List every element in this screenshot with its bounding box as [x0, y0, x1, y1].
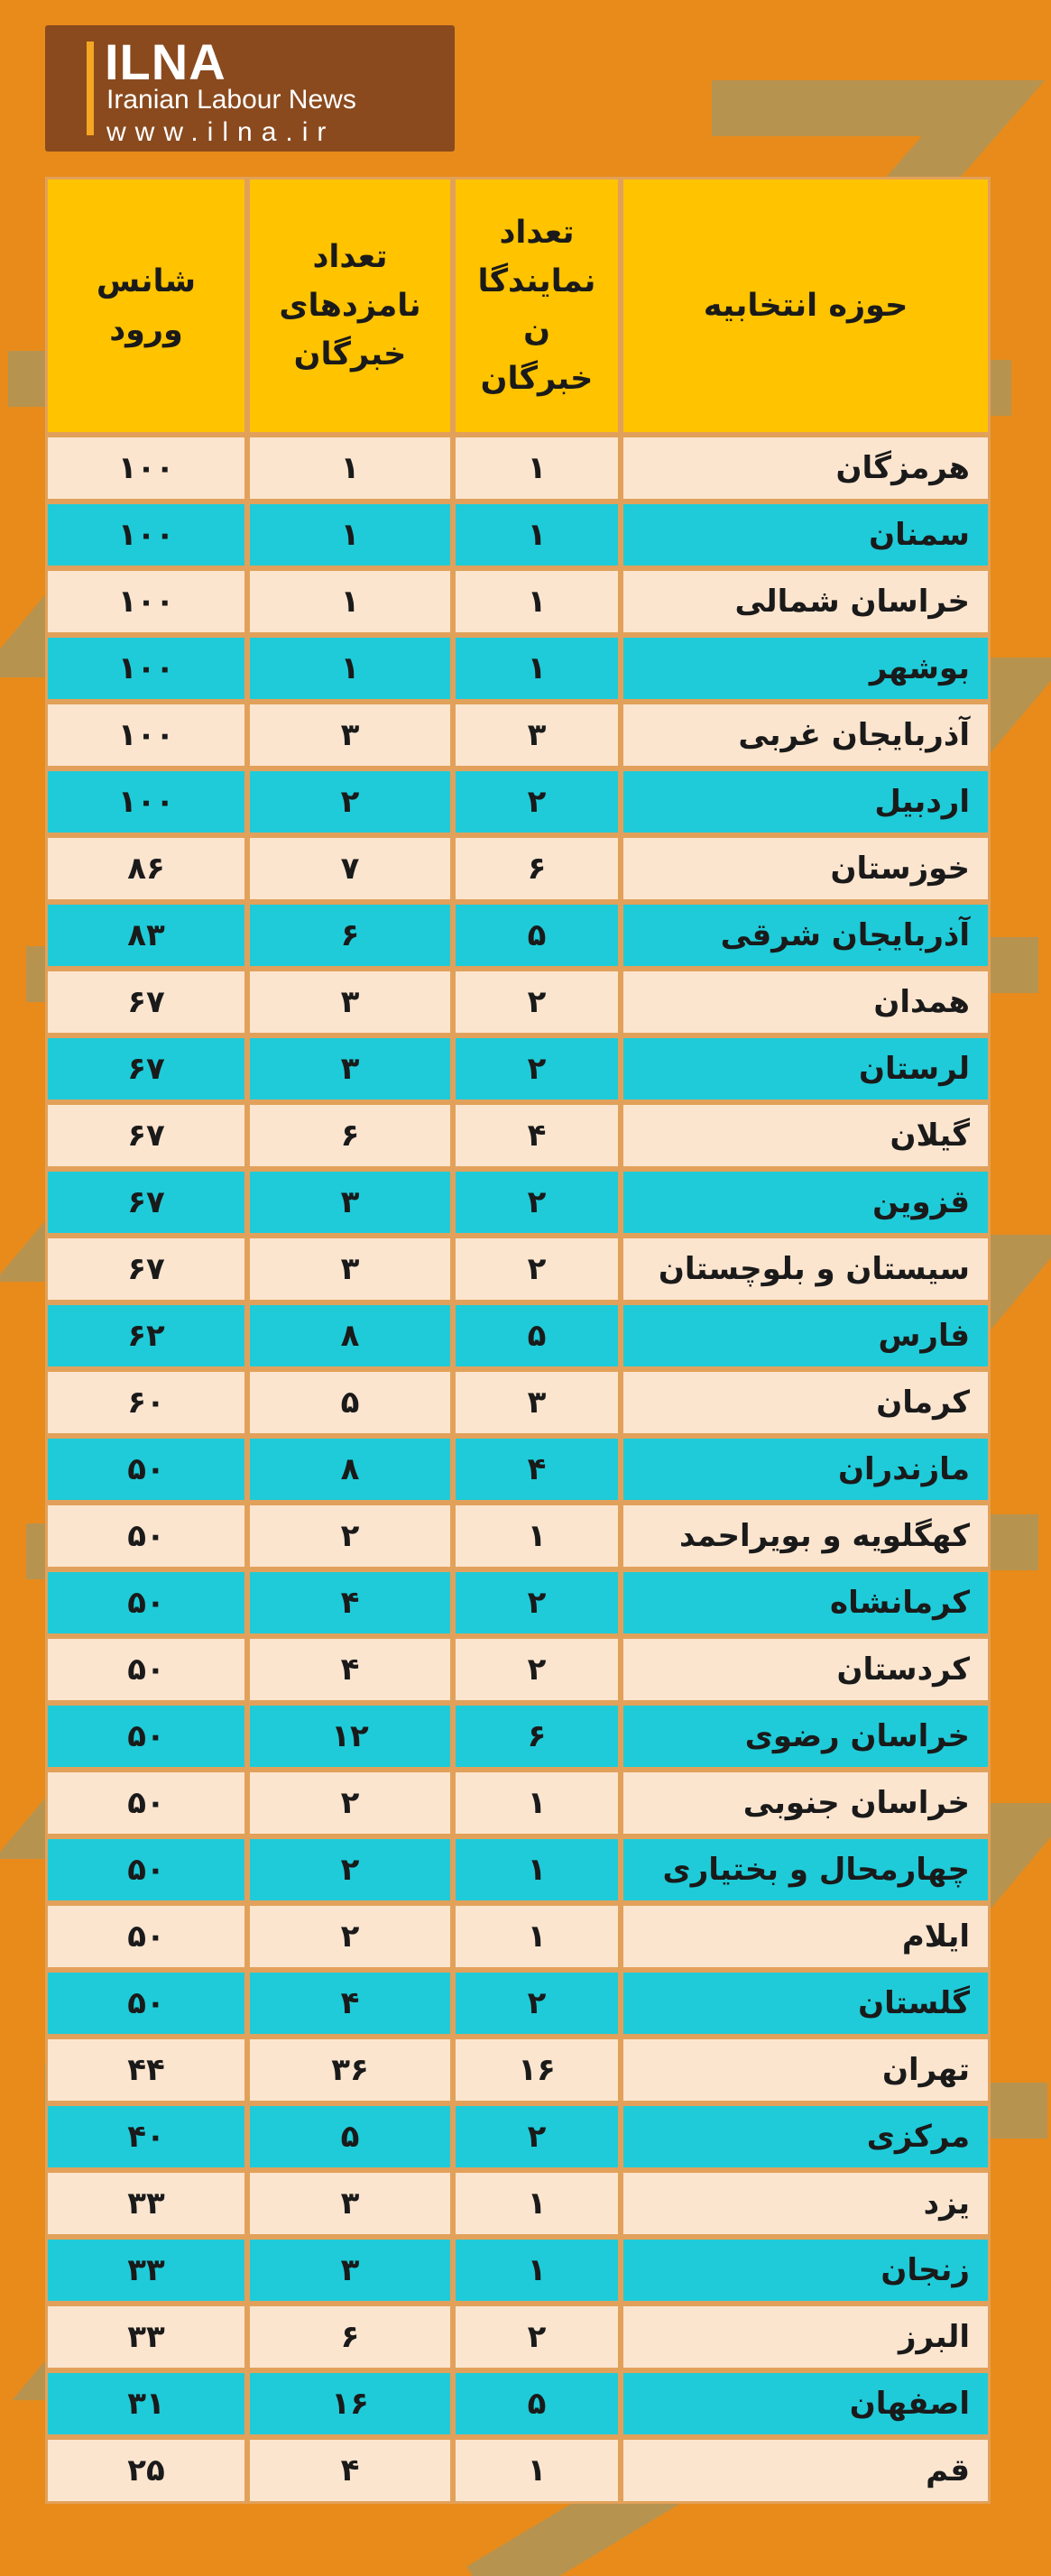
seats-cell: ۲	[453, 2304, 621, 2370]
candidates-cell: ۳۶	[247, 2037, 453, 2103]
chance-cell: ۴۰	[45, 2103, 247, 2170]
candidates-cell: ۶	[247, 2304, 453, 2370]
header-candidates: تعداد نامزدهای خبرگان	[247, 177, 453, 435]
table-row	[45, 1836, 991, 1903]
province-cell: زنجان	[621, 2237, 991, 2304]
chance-cell: ۶۷	[45, 1035, 247, 1102]
table-row	[45, 1302, 991, 1369]
chance-cell: ۵۰	[45, 1836, 247, 1903]
province-cell: کرمانشاه	[621, 1569, 991, 1636]
table-row	[45, 568, 991, 635]
table-row	[45, 1436, 991, 1503]
chance-cell: ۱۰۰	[45, 635, 247, 702]
province-cell: آذربایجان غربی	[621, 702, 991, 768]
chance-cell: ۲۵	[45, 2437, 247, 2504]
header-seats: تعداد نمایندگا ن خبرگان	[453, 177, 621, 435]
chance-cell: ۶۷	[45, 1169, 247, 1236]
candidates-cell: ۵	[247, 2103, 453, 2170]
table-row	[45, 1503, 991, 1569]
province-cell: قم	[621, 2437, 991, 2504]
province-cell: همدان	[621, 969, 991, 1035]
province-cell: یزد	[621, 2170, 991, 2237]
chance-cell: ۳۳	[45, 2170, 247, 2237]
chance-cell: ۶۷	[45, 969, 247, 1035]
table-row	[45, 1569, 991, 1636]
table-row	[45, 1169, 991, 1236]
province-cell: سمنان	[621, 501, 991, 568]
seats-cell: ۱	[453, 1770, 621, 1836]
chance-cell: ۱۰۰	[45, 702, 247, 768]
seats-cell: ۲	[453, 1035, 621, 1102]
candidates-cell: ۱	[247, 435, 453, 501]
logo-tagline: Iranian Labour News	[106, 85, 356, 115]
chance-cell: ۱۰۰	[45, 768, 247, 835]
header-province: حوزه انتخابیه	[621, 177, 991, 435]
logo-accent-bar	[87, 41, 94, 135]
results-table	[45, 177, 991, 2504]
chance-cell: ۵۰	[45, 1770, 247, 1836]
province-cell: هرمزگان	[621, 435, 991, 501]
candidates-cell: ۱	[247, 501, 453, 568]
candidates-cell: ۷	[247, 835, 453, 902]
province-cell: اردبیل	[621, 768, 991, 835]
candidates-cell: ۴	[247, 1569, 453, 1636]
candidates-cell: ۱۲	[247, 1703, 453, 1770]
seats-cell: ۱	[453, 2437, 621, 2504]
table-row	[45, 501, 991, 568]
candidates-cell: ۳	[247, 1236, 453, 1302]
logo-name: ILNA	[105, 33, 226, 90]
seats-cell: ۶	[453, 835, 621, 902]
table-row	[45, 835, 991, 902]
chance-cell: ۱۰۰	[45, 568, 247, 635]
table-row	[45, 435, 991, 501]
chance-cell: ۵۰	[45, 1903, 247, 1970]
seats-cell: ۲	[453, 1169, 621, 1236]
candidates-cell: ۲	[247, 1836, 453, 1903]
candidates-cell: ۴	[247, 1970, 453, 2037]
logo-url: www.ilna.ir	[106, 117, 336, 147]
chance-cell: ۵۰	[45, 1636, 247, 1703]
seats-cell: ۳	[453, 702, 621, 768]
province-cell: کرمان	[621, 1369, 991, 1436]
seats-cell: ۴	[453, 1102, 621, 1169]
candidates-cell: ۳	[247, 969, 453, 1035]
seats-cell: ۲	[453, 969, 621, 1035]
candidates-cell: ۲	[247, 1770, 453, 1836]
candidates-cell: ۶	[247, 1102, 453, 1169]
chance-cell: ۳۳	[45, 2304, 247, 2370]
chance-cell: ۶۷	[45, 1102, 247, 1169]
chance-cell: ۶۲	[45, 1302, 247, 1369]
seats-cell: ۲	[453, 1970, 621, 2037]
province-cell: گلستان	[621, 1970, 991, 2037]
table-row	[45, 1102, 991, 1169]
chance-cell: ۵۰	[45, 1436, 247, 1503]
table-row	[45, 1770, 991, 1836]
table-row	[45, 1970, 991, 2037]
seats-cell: ۱	[453, 1503, 621, 1569]
chance-cell: ۶۷	[45, 1236, 247, 1302]
province-cell: قزوین	[621, 1169, 991, 1236]
seats-cell: ۲	[453, 1569, 621, 1636]
province-cell: مازندران	[621, 1436, 991, 1503]
table-row	[45, 702, 991, 768]
candidates-cell: ۲	[247, 768, 453, 835]
candidates-cell: ۳	[247, 1169, 453, 1236]
province-cell: بوشهر	[621, 635, 991, 702]
candidates-cell: ۴	[247, 2437, 453, 2504]
chance-cell: ۴۴	[45, 2037, 247, 2103]
chance-cell: ۵۰	[45, 1703, 247, 1770]
seats-cell: ۲	[453, 1236, 621, 1302]
province-cell: فارس	[621, 1302, 991, 1369]
table-row	[45, 2037, 991, 2103]
table-row	[45, 1369, 991, 1436]
table-row	[45, 635, 991, 702]
table-row	[45, 1035, 991, 1102]
seats-cell: ۴	[453, 1436, 621, 1503]
province-cell: کردستان	[621, 1636, 991, 1703]
table-row	[45, 2304, 991, 2370]
chance-cell: ۸۳	[45, 902, 247, 969]
chance-cell: ۱۰۰	[45, 501, 247, 568]
candidates-cell: ۱	[247, 635, 453, 702]
chance-cell: ۳۳	[45, 2237, 247, 2304]
candidates-cell: ۳	[247, 2237, 453, 2304]
candidates-cell: ۲	[247, 1503, 453, 1569]
seats-cell: ۵	[453, 2370, 621, 2437]
candidates-cell: ۴	[247, 1636, 453, 1703]
table-row	[45, 1703, 991, 1770]
province-cell: البرز	[621, 2304, 991, 2370]
province-cell: خوزستان	[621, 835, 991, 902]
seats-cell: ۱	[453, 635, 621, 702]
chance-cell: ۳۱	[45, 2370, 247, 2437]
seats-cell: ۲	[453, 1636, 621, 1703]
chance-cell: ۶۰	[45, 1369, 247, 1436]
province-cell: خراسان شمالی	[621, 568, 991, 635]
candidates-cell: ۲	[247, 1903, 453, 1970]
province-cell: سیستان و بلوچستان	[621, 1236, 991, 1302]
province-cell: تهران	[621, 2037, 991, 2103]
table-row	[45, 2237, 991, 2304]
province-cell: خراسان جنوبی	[621, 1770, 991, 1836]
seats-cell: ۱	[453, 2237, 621, 2304]
province-cell: آذربایجان شرقی	[621, 902, 991, 969]
seats-cell: ۶	[453, 1703, 621, 1770]
province-cell: مرکزی	[621, 2103, 991, 2170]
seats-cell: ۱	[453, 501, 621, 568]
candidates-cell: ۳	[247, 2170, 453, 2237]
seats-cell: ۱	[453, 568, 621, 635]
ilna-logo	[45, 25, 455, 152]
seats-cell: ۳	[453, 1369, 621, 1436]
table-row	[45, 1903, 991, 1970]
table-row	[45, 1636, 991, 1703]
chance-cell: ۵۰	[45, 1503, 247, 1569]
candidates-cell: ۸	[247, 1436, 453, 1503]
seats-cell: ۵	[453, 902, 621, 969]
seats-cell: ۱۶	[453, 2037, 621, 2103]
chance-cell: ۵۰	[45, 1569, 247, 1636]
candidates-cell: ۶	[247, 902, 453, 969]
seats-cell: ۲	[453, 2103, 621, 2170]
province-cell: کهگلویه و بویراحمد	[621, 1503, 991, 1569]
chance-cell: ۱۰۰	[45, 435, 247, 501]
seats-cell: ۲	[453, 768, 621, 835]
candidates-cell: ۱۶	[247, 2370, 453, 2437]
province-cell: چهارمحال و بختیاری	[621, 1836, 991, 1903]
seats-cell: ۱	[453, 435, 621, 501]
table-row	[45, 2370, 991, 2437]
province-cell: اصفهان	[621, 2370, 991, 2437]
candidates-cell: ۸	[247, 1302, 453, 1369]
candidates-cell: ۳	[247, 1035, 453, 1102]
table-row	[45, 1236, 991, 1302]
candidates-cell: ۳	[247, 702, 453, 768]
seats-cell: ۱	[453, 1836, 621, 1903]
candidates-cell: ۵	[247, 1369, 453, 1436]
chance-cell: ۸۶	[45, 835, 247, 902]
table-row	[45, 902, 991, 969]
table-body	[45, 435, 991, 2504]
candidates-cell: ۱	[247, 568, 453, 635]
table-row	[45, 969, 991, 1035]
province-cell: لرستان	[621, 1035, 991, 1102]
province-cell: ایلام	[621, 1903, 991, 1970]
table-row	[45, 2437, 991, 2504]
province-cell: خراسان رضوی	[621, 1703, 991, 1770]
header-chance: شانس ورود	[45, 177, 247, 435]
seats-cell: ۱	[453, 2170, 621, 2237]
province-cell: گیلان	[621, 1102, 991, 1169]
table-row	[45, 768, 991, 835]
table-row	[45, 2170, 991, 2237]
table-row	[45, 2103, 991, 2170]
seats-cell: ۵	[453, 1302, 621, 1369]
table-header	[45, 177, 991, 435]
chance-cell: ۵۰	[45, 1970, 247, 2037]
seats-cell: ۱	[453, 1903, 621, 1970]
